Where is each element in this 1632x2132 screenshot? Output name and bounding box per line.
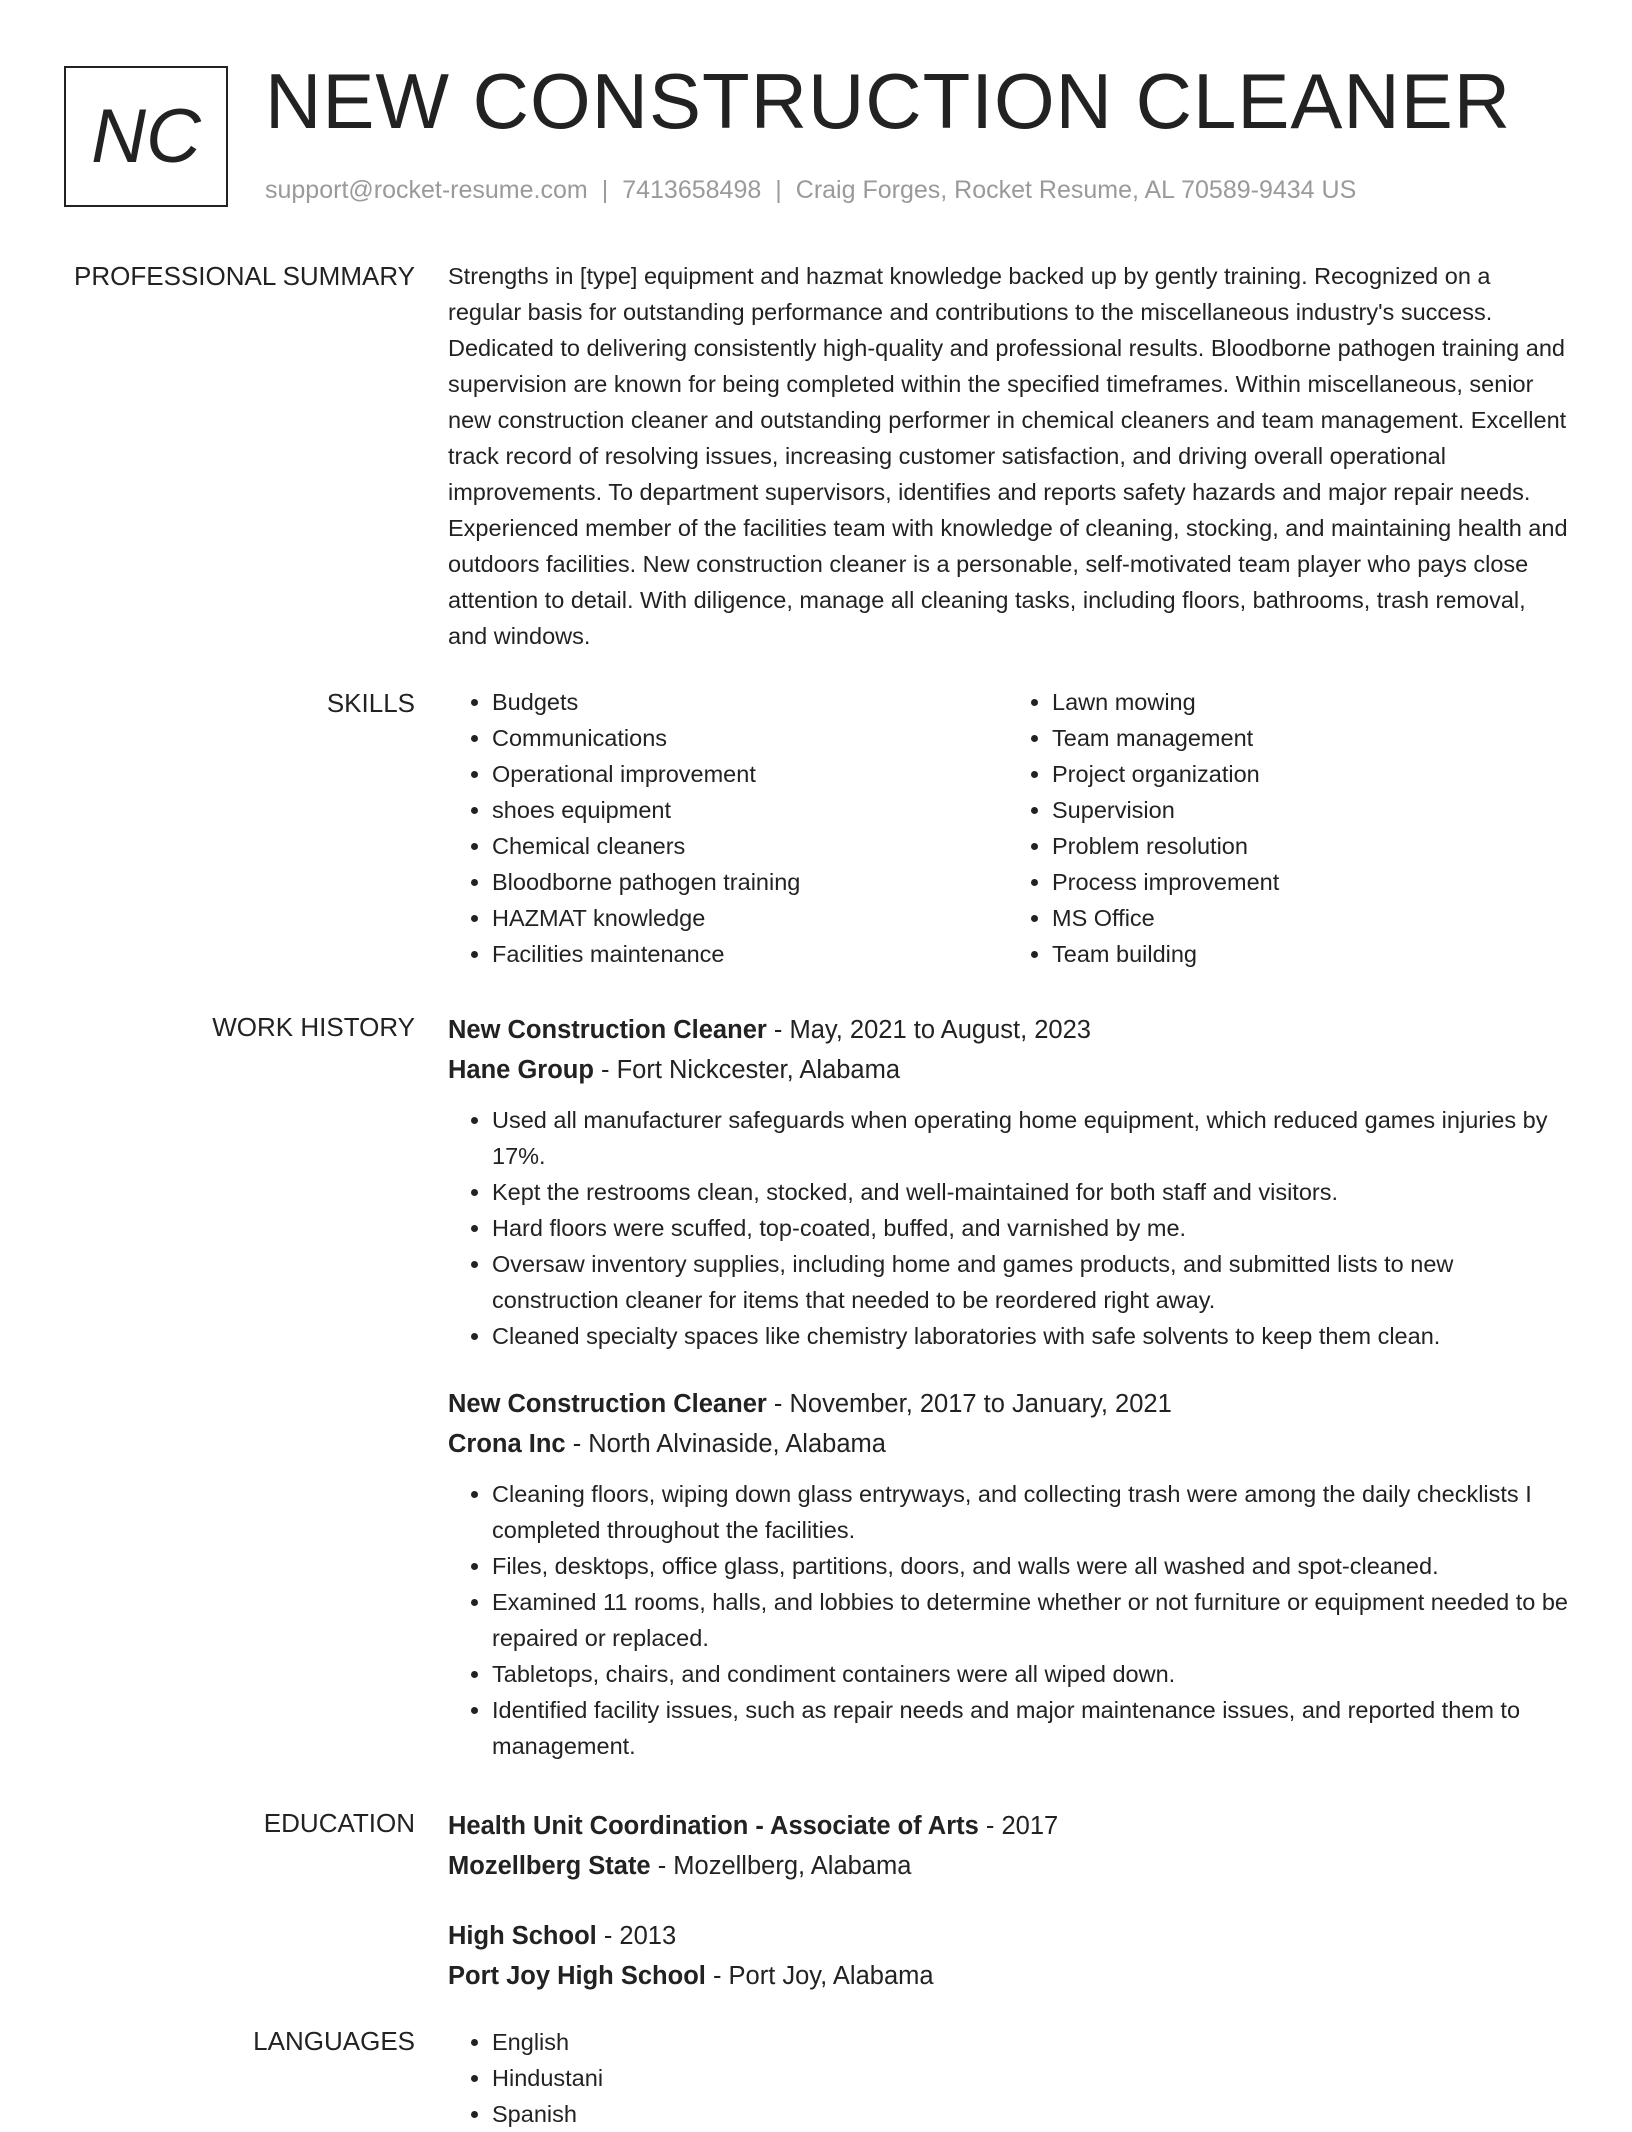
job-bullet: • Kept the restrooms clean, stocked, and well-maintained for both staff and visitors. bbox=[492, 1174, 1568, 1210]
separator: | bbox=[601, 176, 609, 204]
job-dates: - November, 2017 to January, 2021 bbox=[766, 1390, 1172, 1418]
skill-item: • Communications bbox=[492, 720, 1008, 756]
summary-body bbox=[448, 258, 1568, 654]
skill-item: • Bloodborne pathogen training bbox=[492, 864, 1008, 900]
degree: High School bbox=[448, 1922, 597, 1950]
job-bullet: • Identified facility issues, such as repair needs and major maintenance issues, and reported them to management. bbox=[492, 1692, 1568, 1764]
job-bullet: • Cleaning floors, wiping down glass entryways, and collecting trash were among the daily checklists I completed throughout the facilities. bbox=[492, 1476, 1568, 1548]
school-line bbox=[448, 1846, 1568, 1886]
school-name: Port Joy High School bbox=[448, 1962, 706, 1990]
skill-item: • Facilities maintenance bbox=[492, 936, 1008, 972]
language-item: • Spanish bbox=[492, 2096, 1568, 2132]
language-item: • Hindustani bbox=[492, 2060, 1568, 2096]
skills-body bbox=[448, 684, 1568, 972]
skills-column-1 bbox=[448, 684, 1008, 972]
summary-text: Strengths in [type] equipment and hazmat knowledge backed up by gently training. Recognized on a regular basis for outstanding performance and contributions to the miscellaneous industry's success. Dedicated to delivering consistently high-quality and professional results. Bloodborne pathogen training and supervision are known for being completed within the specified timeframes. Within miscellaneous, senior new construction cleaner and outstanding performer in chemical cleaners and team management. Excellent track record of resolving issues, increasing customer satisfaction, and driving overall operational improvements. To department supervisors, identifies and reports safety hazards and major repair needs. Experienced member of the facilities team with knowledge of cleaning, stocking, and maintaining health and outdoors facilities. New construction cleaner is a personable, self-motivated team player who pays close attention to detail. With diligence, manage all cleaning tasks, including floors, bathrooms, trash removal, and windows. bbox=[448, 263, 1568, 649]
skill-item: • Supervision bbox=[1052, 792, 1568, 828]
company-line bbox=[448, 1050, 1568, 1090]
job-bullet: • Files, desktops, office glass, partitions, doors, and walls were all washed and spot-cleaned. bbox=[492, 1548, 1568, 1584]
skill-item: • Team management bbox=[1052, 720, 1568, 756]
job-title: New Construction Cleaner bbox=[448, 1390, 767, 1418]
company-location: - North Alvinaside, Alabama bbox=[565, 1430, 886, 1458]
graduation-year: - 2017 bbox=[978, 1812, 1059, 1840]
school-location: - Mozellberg, Alabama bbox=[650, 1852, 912, 1880]
education-body bbox=[448, 1806, 1568, 2026]
section-label: SKILLS bbox=[326, 688, 415, 718]
company-location: - Fort Nickcester, Alabama bbox=[593, 1056, 901, 1084]
phone[interactable]: 7413658498 bbox=[622, 176, 762, 204]
degree: Health Unit Coordination - Associate of Arts bbox=[448, 1812, 979, 1840]
school-line bbox=[448, 1956, 1568, 1996]
candidate-name: NEW CONSTRUCTION CLEANER bbox=[265, 57, 1512, 145]
job-dates: - May, 2021 to August, 2023 bbox=[766, 1016, 1091, 1044]
skill-item: • Budgets bbox=[492, 684, 1008, 720]
work-history-body bbox=[448, 1010, 1568, 1794]
skill-item: • Lawn mowing bbox=[1052, 684, 1568, 720]
job-entry bbox=[448, 1384, 1568, 1764]
job-bullet: • Hard floors were scuffed, top-coated, buffed, and varnished by me. bbox=[492, 1210, 1568, 1246]
education-entry bbox=[448, 1916, 1568, 1996]
company-line bbox=[448, 1424, 1568, 1464]
job-bullets bbox=[448, 1476, 1568, 1764]
email[interactable]: support@rocket-resume.com bbox=[265, 176, 588, 204]
job-title-line bbox=[448, 1010, 1568, 1050]
skill-item: • HAZMAT knowledge bbox=[492, 900, 1008, 936]
address: Craig Forges, Rocket Resume, AL 70589-9434 US bbox=[795, 176, 1357, 204]
section-label: LANGUAGES bbox=[253, 2026, 415, 2056]
job-title-line bbox=[448, 1384, 1568, 1424]
job-entry bbox=[448, 1010, 1568, 1354]
skill-item: • Team building bbox=[1052, 936, 1568, 972]
language-item: • English bbox=[492, 2024, 1568, 2060]
skill-item: • Chemical cleaners bbox=[492, 828, 1008, 864]
skills-column-2 bbox=[1008, 684, 1568, 972]
section-label: EDUCATION bbox=[263, 1808, 415, 1838]
contact-line bbox=[265, 176, 1356, 205]
skill-item: • Project organization bbox=[1052, 756, 1568, 792]
skill-item: • Problem resolution bbox=[1052, 828, 1568, 864]
skill-item: • MS Office bbox=[1052, 900, 1568, 936]
job-bullet: • Cleaned specialty spaces like chemistry laboratories with safe solvents to keep them clean. bbox=[492, 1318, 1568, 1354]
company-name: Hane Group bbox=[448, 1056, 594, 1084]
job-bullets bbox=[448, 1102, 1568, 1354]
school-location: - Port Joy, Alabama bbox=[705, 1962, 934, 1990]
languages-body bbox=[448, 2024, 1568, 2132]
job-bullet: • Used all manufacturer safeguards when operating home equipment, which reduced games injuries by 17%. bbox=[492, 1102, 1568, 1174]
monogram-logo: NC bbox=[64, 66, 228, 207]
job-title: New Construction Cleaner bbox=[448, 1016, 767, 1044]
education-entry bbox=[448, 1806, 1568, 1886]
company-name: Crona Inc bbox=[448, 1430, 566, 1458]
skill-item: • Process improvement bbox=[1052, 864, 1568, 900]
skill-item: • Operational improvement bbox=[492, 756, 1008, 792]
job-bullet: • Examined 11 rooms, halls, and lobbies to determine whether or not furniture or equipment needed to be repaired or replaced. bbox=[492, 1584, 1568, 1656]
skill-item: • shoes equipment bbox=[492, 792, 1008, 828]
school-name: Mozellberg State bbox=[448, 1852, 651, 1880]
separator: | bbox=[775, 176, 782, 204]
languages-list bbox=[448, 2024, 1568, 2132]
degree-line bbox=[448, 1806, 1568, 1846]
job-bullet: • Tabletops, chairs, and condiment containers were all wiped down. bbox=[492, 1656, 1568, 1692]
graduation-year: - 2013 bbox=[596, 1922, 677, 1950]
degree-line bbox=[448, 1916, 1568, 1956]
section-label: PROFESSIONAL SUMMARY bbox=[74, 261, 415, 291]
job-bullet: • Oversaw inventory supplies, including home and games products, and submitted lists to new construction cleaner for items that needed to be reordered right away. bbox=[492, 1246, 1568, 1318]
section-label: WORK HISTORY bbox=[212, 1012, 415, 1042]
